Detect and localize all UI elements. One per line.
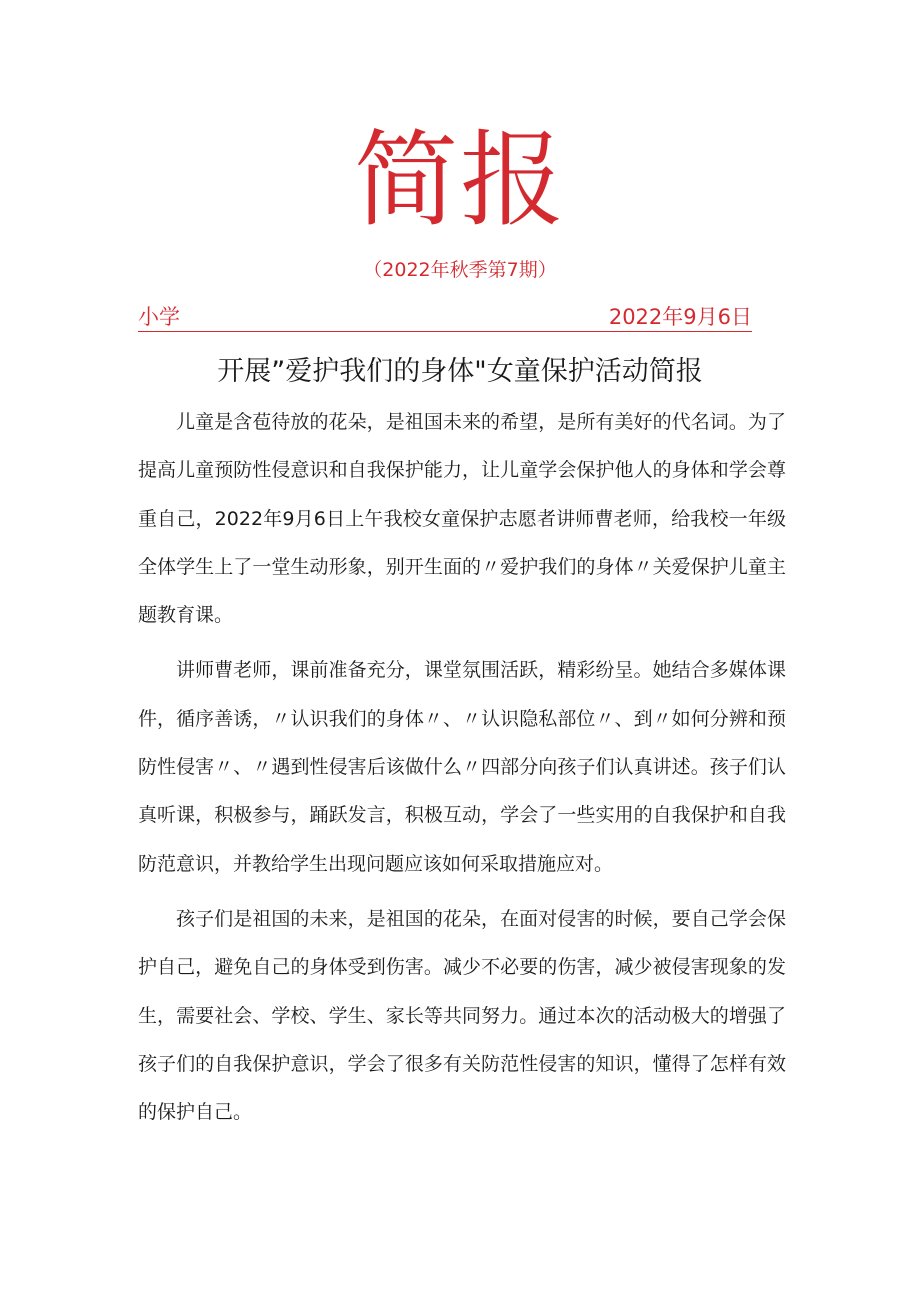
paragraph: 孩子们是祖国的未来，是祖国的花朵，在面对侵害的时候，要自己学会保护自己，避免自己的身体受到伤害。减少不必要的伤害，减少被侵害现象的发生，需要社会、学校、学生、家长等共同努力。通过本次的活动极大的增强了孩子们的自我保护意识，学会了很多有关防范性侵害的知识，懂得了怎样有效的保护自己。 bbox=[138, 907, 786, 1124]
school-name: 小学 bbox=[138, 305, 180, 329]
issue-number: （2022年秋季第7期） bbox=[363, 259, 557, 281]
masthead-title: 简报 bbox=[353, 119, 566, 241]
article-body bbox=[138, 398, 786, 1143]
article-headline: 开展”爱护我们的身体"女童保护活动简报 bbox=[217, 356, 703, 387]
dateline bbox=[138, 303, 752, 332]
paragraph: 讲师曹老师，课前准备充分，课堂氛围活跃，精彩纷呈。她结合多媒体课件，循序善诱，〃认识我们的身体〃、〃认识隐私部位〃、到〃如何分辨和预防性侵害〃、〃遇到性侵害后该做什么〃四部分向孩子们认真讲述。孩子们认真听课，积极参与，踊跃发言，积极互动，学会了一些实用的自我保护和自我防范意识，并教给学生出现问题应该如何采取措施应对。 bbox=[138, 659, 786, 875]
publish-date: 2022年9月6日 bbox=[608, 305, 752, 329]
paragraph: 儿童是含苞待放的花朵，是祖国未来的希望，是所有美好的代名词。为了提高儿童预防性侵意识和自我保护能力，让儿童学会保护他人的身体和学会尊重自己，2022年9月6日上午我校女童保护志愿者讲师曹老师，给我校一年级全体学生上了一堂生动形象，别开生面的〃爱护我们的身体〃关爱保护儿童主题教育课。 bbox=[138, 411, 786, 627]
